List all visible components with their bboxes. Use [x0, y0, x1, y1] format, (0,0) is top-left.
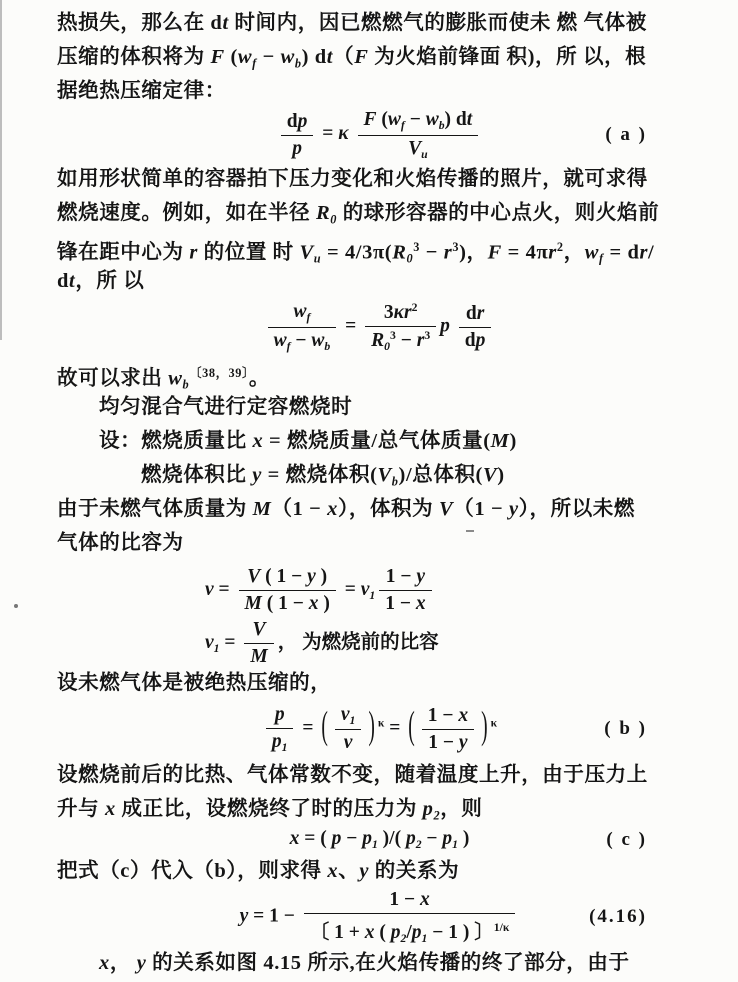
- math-token: −: [420, 241, 444, 264]
- math-token: r: [476, 302, 485, 324]
- math-token: V: [247, 565, 261, 587]
- math-token: p: [440, 315, 450, 337]
- math-token: M: [250, 645, 268, 667]
- math-token: 2: [411, 300, 418, 314]
- math-token: = 4π: [501, 241, 549, 264]
- math-token: 锋在距中心为: [57, 241, 190, 264]
- text-line-6: [57, 230, 702, 264]
- math-token: ): [315, 565, 328, 587]
- math-token: −: [256, 46, 281, 68]
- math-token: p: [442, 828, 453, 850]
- math-token: (: [374, 921, 391, 943]
- math-token: F: [363, 109, 377, 131]
- math-token: 1 −: [389, 888, 420, 910]
- math-token: d: [286, 110, 298, 132]
- math-token: 气体的比容为: [57, 532, 184, 554]
- scan-edge-artifact: [0, 0, 2, 340]
- formula-a: [57, 108, 702, 162]
- formula-4-16-body: [240, 889, 520, 945]
- math-token: 的关系为: [369, 860, 460, 882]
- math-token: v: [360, 578, 370, 600]
- math-token: v: [205, 578, 214, 600]
- math-token: 1: [281, 741, 288, 755]
- math-token: ，所 以: [75, 270, 145, 292]
- math-token: =: [213, 578, 235, 600]
- fraction: [239, 566, 336, 615]
- math-token: V: [438, 498, 454, 520]
- scan-speck: [14, 604, 18, 608]
- math-token: V: [299, 241, 314, 264]
- math-token: ): [458, 828, 470, 850]
- fraction: [358, 109, 479, 160]
- math-token: /: [648, 241, 655, 264]
- math-token: = 4/3π(: [321, 241, 393, 264]
- math-token: 成正比，设燃烧终了时的压力为: [115, 798, 423, 820]
- math-token: V: [377, 464, 392, 486]
- math-token: f: [599, 251, 604, 266]
- text-line-18: [57, 946, 702, 980]
- math-token: ，: [109, 952, 137, 974]
- math-token: x: [364, 921, 375, 943]
- math-token: − 1 ) 〕: [427, 921, 494, 943]
- math-token: = 1 −: [248, 905, 300, 927]
- math-token: w: [425, 109, 439, 131]
- math-token: M: [252, 498, 272, 520]
- math-token: M: [490, 430, 510, 452]
- math-token: p: [422, 798, 434, 820]
- fraction: [281, 111, 314, 160]
- math-token: V: [408, 137, 422, 159]
- math-token: F: [354, 46, 369, 68]
- math-token: 〔38，39〕: [189, 366, 249, 380]
- math-token: p: [405, 828, 416, 850]
- math-token: F: [487, 241, 502, 264]
- math-token: 1: [452, 838, 459, 852]
- math-token: p: [475, 329, 486, 351]
- math-token: x: [99, 952, 110, 974]
- math-token: (: [224, 46, 238, 68]
- math-token: 均匀混合气进行定容燃烧时: [99, 396, 353, 418]
- math-token: 2: [433, 808, 441, 823]
- text-line-3: [57, 74, 702, 108]
- math-token: 设燃烧前后的比热、气体常数不变，随着温度上升，由于压力上: [57, 764, 648, 786]
- math-token: R: [392, 241, 407, 264]
- math-token: ），体积为: [338, 498, 439, 520]
- text-line-15: [57, 758, 702, 792]
- math-token: f: [306, 311, 311, 325]
- math-token: b: [324, 339, 331, 353]
- math-token: 由于未燃气体质量为: [57, 498, 253, 520]
- text-line-12: [57, 492, 702, 526]
- math-token: ): [509, 430, 517, 452]
- math-token: −: [395, 329, 417, 351]
- math-token: x: [289, 828, 300, 850]
- math-token: v: [205, 631, 214, 653]
- math-token: /: [406, 921, 412, 943]
- math-token: （1 −: [271, 498, 328, 520]
- math-token: x: [327, 860, 339, 882]
- math-token: w: [237, 46, 253, 68]
- math-token: 设：燃烧质量比: [99, 430, 253, 452]
- fraction: [266, 704, 294, 754]
- math-token: ， 为燃烧前的比容: [277, 631, 439, 653]
- math-token: R: [315, 202, 331, 224]
- math-token: = 燃烧质量/总气体质量(: [263, 430, 491, 452]
- math-token: r: [548, 241, 557, 264]
- math-token: =: [317, 123, 339, 145]
- fraction: [335, 704, 362, 754]
- math-token: R: [371, 329, 385, 351]
- math-token: w: [387, 109, 401, 131]
- math-token: ，则: [440, 798, 483, 820]
- math-token: y: [136, 952, 147, 974]
- math-token: ): [481, 706, 488, 749]
- math-token: x: [327, 498, 338, 520]
- math-token: u: [313, 251, 322, 266]
- math-token: u: [421, 147, 428, 161]
- math-token: p: [411, 921, 422, 943]
- math-token: −: [341, 828, 363, 850]
- math-token: )，: [459, 241, 488, 264]
- math-token: 〔 1 +: [309, 921, 365, 943]
- math-token: w: [293, 301, 307, 323]
- math-token: t: [222, 12, 229, 34]
- formula-4-16: [57, 888, 702, 946]
- fraction: [365, 301, 436, 353]
- text-line-2: [57, 40, 702, 74]
- fraction: [268, 301, 337, 352]
- math-token: κ: [393, 301, 404, 323]
- math-token: ): [497, 464, 505, 486]
- fraction: [304, 889, 516, 945]
- math-token: 1/κ: [493, 920, 510, 934]
- math-token: y: [416, 565, 426, 587]
- math-token: 热损失，那么在 d: [57, 12, 223, 34]
- math-token: d: [465, 302, 477, 324]
- text-line-5: [57, 196, 702, 230]
- math-token: 为火焰前锋面 积)，所 以，根: [368, 46, 647, 68]
- math-token: x: [415, 592, 426, 614]
- math-token: 1: [213, 641, 220, 655]
- math-token: x: [420, 888, 430, 910]
- formula-specific-volume: [57, 560, 702, 620]
- math-token: f: [400, 119, 405, 133]
- math-token: b: [438, 119, 445, 133]
- math-token: −: [404, 109, 426, 131]
- math-token: t: [326, 46, 334, 68]
- math-token: −: [290, 329, 312, 351]
- math-token: 把式（c）代入（b），则求得: [57, 860, 328, 882]
- math-token: r: [443, 241, 453, 264]
- math-token: 2: [400, 932, 407, 946]
- formula-burning-velocity-body: [264, 301, 496, 353]
- math-token: p: [292, 137, 302, 159]
- math-token: 1 −: [385, 592, 416, 614]
- math-token: y: [508, 498, 519, 520]
- text-line-17: [57, 854, 702, 888]
- math-token: 3: [383, 301, 394, 323]
- math-token: 。: [248, 367, 270, 390]
- math-token: 1: [349, 714, 356, 728]
- math-token: f: [252, 56, 257, 71]
- math-token: V: [482, 464, 498, 486]
- math-token: b: [182, 377, 190, 392]
- math-token: ) d: [301, 46, 327, 68]
- math-token: 1: [369, 588, 376, 602]
- math-token: 3: [452, 240, 460, 254]
- math-token: 3: [424, 328, 431, 342]
- math-token: ( 1 −: [260, 565, 308, 587]
- math-token: 升与: [57, 798, 105, 820]
- math-token: =: [297, 717, 319, 739]
- math-token: v: [343, 732, 353, 754]
- math-token: y: [458, 731, 468, 753]
- math-token: (: [321, 706, 328, 749]
- math-token: 2: [415, 838, 422, 852]
- math-token: t: [466, 109, 473, 131]
- formula-4-16-label: (4.16): [589, 906, 647, 927]
- math-token: r: [403, 301, 412, 323]
- fraction: [244, 619, 273, 668]
- fraction: [379, 566, 431, 615]
- math-token: κ: [338, 123, 349, 145]
- math-token: 1 −: [385, 565, 417, 587]
- math-token: =: [384, 717, 406, 739]
- text-line-11: [57, 458, 702, 492]
- math-token: w: [311, 329, 325, 351]
- math-token: 1: [421, 932, 428, 946]
- page-content: [57, 6, 702, 980]
- formula-a-body: [277, 109, 482, 160]
- math-token: p: [362, 828, 372, 850]
- text-line-7: [57, 264, 702, 298]
- math-token: 如用形状简单的容器拍下压力变化和火焰传播的照片，就可求得: [57, 168, 648, 190]
- formula-b: [57, 700, 702, 758]
- math-token: =: [219, 631, 241, 653]
- text-line-13: [57, 526, 702, 560]
- formula-c: [57, 826, 702, 854]
- math-token: y: [359, 860, 370, 882]
- formula-v1-definition: [57, 620, 702, 666]
- math-token: = (: [299, 828, 332, 850]
- text-line-9: [57, 390, 702, 424]
- text-line-4: [57, 162, 702, 196]
- math-token: y: [252, 464, 262, 486]
- math-token: y: [307, 565, 316, 587]
- math-token: = d: [603, 241, 640, 264]
- math-token: 0: [384, 340, 390, 354]
- math-token: x: [308, 592, 319, 614]
- math-token: 0: [330, 212, 337, 227]
- math-token: M: [244, 592, 262, 614]
- math-token: κ: [490, 716, 498, 730]
- math-token: 1 −: [427, 704, 459, 726]
- math-token: ): [318, 592, 330, 614]
- math-token: 1: [371, 838, 378, 852]
- math-token: 的球形容器的中心点火，则火焰前: [336, 202, 660, 224]
- formula-a-label: ( a ): [605, 124, 647, 145]
- math-token: p: [271, 730, 282, 752]
- math-token: 燃烧体积比: [141, 464, 253, 486]
- math-token: r: [189, 241, 198, 264]
- formula-v1-definition-body: [205, 619, 439, 668]
- math-token: d: [57, 270, 70, 292]
- math-token: w: [584, 241, 600, 264]
- text-line-10: [57, 424, 702, 458]
- math-token: V: [252, 618, 266, 640]
- math-token: b: [391, 474, 399, 489]
- math-token: )/总体积(: [398, 464, 483, 486]
- math-token: 的关系如图 4.15 所示,在火焰传播的终了部分，由于: [146, 952, 630, 974]
- math-token: p: [331, 828, 342, 850]
- fraction: [422, 705, 474, 754]
- math-token: (: [408, 706, 415, 749]
- math-token: 设未燃气体是被绝热压缩的，: [57, 672, 332, 694]
- math-token: )/(: [377, 828, 406, 850]
- math-token: w: [168, 367, 183, 390]
- math-token: (: [376, 109, 388, 131]
- math-token: 故可以求出: [57, 367, 169, 390]
- fraction: [459, 303, 492, 352]
- math-token: 1 −: [428, 731, 459, 753]
- math-token: 时间内，因已燃燃气的膨胀而使未 燃 气体被: [228, 12, 647, 34]
- text-line-14: [57, 666, 702, 700]
- math-token: d: [464, 329, 476, 351]
- math-token: [450, 315, 455, 336]
- math-token: p: [274, 703, 285, 725]
- math-token: [349, 123, 354, 144]
- math-token: y: [239, 905, 249, 927]
- math-token: x: [458, 704, 469, 726]
- math-token: x: [104, 798, 116, 820]
- math-token: κ: [377, 716, 385, 730]
- math-token: p: [297, 110, 308, 132]
- math-token: ，: [563, 241, 585, 264]
- math-token: ( 1 −: [261, 592, 309, 614]
- math-token: x: [252, 430, 264, 452]
- math-token: 据绝热压缩定律：: [57, 80, 226, 102]
- math-token: v: [340, 703, 350, 725]
- math-token: ): [368, 706, 375, 749]
- math-token: t: [69, 270, 76, 292]
- text-line-16: [57, 792, 702, 826]
- math-token: −: [421, 828, 443, 850]
- math-token: w: [280, 46, 295, 68]
- math-token: 2: [556, 240, 564, 254]
- math-token: 、: [338, 860, 360, 882]
- formula-specific-volume-body: [205, 566, 436, 615]
- formula-b-label: ( b ): [604, 718, 647, 739]
- math-token: w: [273, 329, 287, 351]
- math-token: 的位置 时: [197, 241, 300, 264]
- math-token: f: [286, 339, 291, 353]
- math-token: =: [340, 315, 362, 337]
- math-token: 压缩的体积将为: [57, 46, 211, 68]
- math-token: （: [333, 46, 355, 68]
- math-token: 3: [390, 328, 396, 342]
- formula-c-label: ( c ): [606, 829, 647, 850]
- math-token: ) d: [444, 109, 467, 131]
- formula-c-body: [290, 828, 470, 851]
- math-token: r: [639, 241, 649, 264]
- math-token: b: [294, 56, 302, 71]
- math-token: p: [390, 921, 401, 943]
- math-token: r: [416, 329, 425, 351]
- math-token: ），所以未燃: [518, 498, 636, 520]
- formula-b-body: [262, 704, 497, 754]
- math-token: 0: [406, 251, 414, 266]
- formula-burning-velocity: [57, 298, 702, 356]
- math-token: = 燃烧体积(: [261, 464, 378, 486]
- text-line-8: [57, 356, 702, 390]
- math-token: （1 −: [453, 498, 509, 520]
- math-token: =: [339, 578, 361, 600]
- math-token: 3: [413, 240, 420, 254]
- text-line-1: [57, 6, 702, 40]
- math-token: F: [210, 46, 225, 68]
- math-token: 燃烧速度。例如，如在半径: [57, 202, 316, 224]
